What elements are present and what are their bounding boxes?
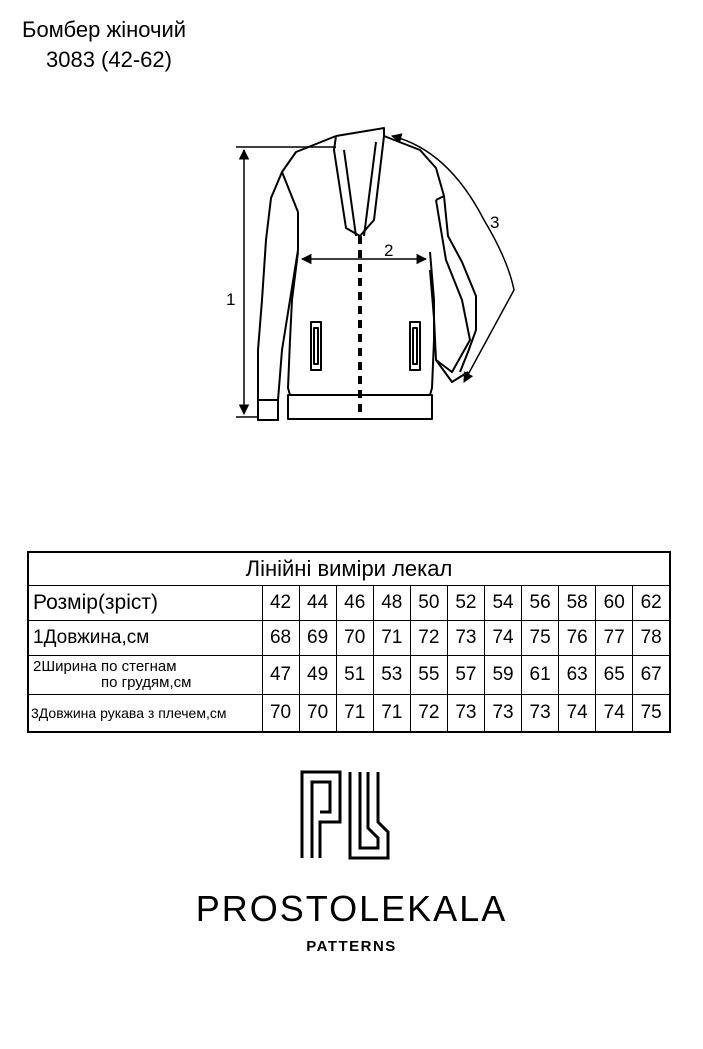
value-cell: 70	[299, 695, 336, 733]
brand-tagline: PATTERNS	[306, 938, 397, 955]
value-cell: 68	[262, 621, 299, 656]
size-cell: 62	[633, 586, 670, 621]
measure-label-3: 3	[490, 213, 500, 232]
row-label-width-line2: по грудям,см	[101, 674, 192, 691]
value-cell: 53	[373, 656, 410, 695]
size-cell: 56	[522, 586, 559, 621]
value-cell: 65	[596, 656, 633, 695]
value-cell: 70	[262, 695, 299, 733]
row-label-length: 1Довжина,см	[28, 621, 262, 656]
value-cell: 73	[484, 695, 521, 733]
value-cell: 49	[299, 656, 336, 695]
product-model: 3083 (42-62)	[46, 47, 172, 72]
measure-label-1: 1	[226, 290, 236, 309]
value-cell: 67	[633, 656, 670, 695]
value-cell: 47	[262, 656, 299, 695]
size-cell: 52	[447, 586, 484, 621]
value-cell: 63	[559, 656, 596, 695]
measurements-table	[27, 551, 671, 733]
table-row-width	[28, 656, 670, 695]
row-label-size: Розмір(зріст)	[28, 586, 262, 621]
row-label-sleeve: 3Довжина рукава з плечем,см	[28, 695, 262, 733]
size-cell: 50	[410, 586, 447, 621]
bomber-jacket-sketch	[0, 0, 703, 440]
row-label-width-line1: 2Ширина по стегнам	[33, 658, 177, 675]
size-cell: 48	[373, 586, 410, 621]
value-cell: 75	[633, 695, 670, 733]
value-cell: 57	[447, 656, 484, 695]
size-cell: 46	[336, 586, 373, 621]
value-cell: 75	[522, 621, 559, 656]
table-caption: Лінійні виміри лекал	[28, 552, 670, 586]
size-cell: 58	[559, 586, 596, 621]
value-cell: 72	[410, 621, 447, 656]
value-cell: 73	[447, 621, 484, 656]
value-cell: 69	[299, 621, 336, 656]
value-cell: 76	[559, 621, 596, 656]
product-title: Бомбер жіночий	[22, 17, 187, 42]
value-cell: 73	[522, 695, 559, 733]
value-cell: 71	[336, 695, 373, 733]
value-cell: 51	[336, 656, 373, 695]
size-cell: 54	[484, 586, 521, 621]
table-row-length	[28, 621, 670, 656]
value-cell: 71	[373, 621, 410, 656]
table-row-sizes	[28, 586, 670, 621]
value-cell: 72	[410, 695, 447, 733]
value-cell: 74	[559, 695, 596, 733]
value-cell: 77	[596, 621, 633, 656]
brand-name: PROSTOLEKALA	[195, 888, 508, 929]
value-cell: 74	[596, 695, 633, 733]
size-cell: 60	[596, 586, 633, 621]
size-cell: 42	[262, 586, 299, 621]
brand-logo-icon	[300, 770, 390, 862]
value-cell: 74	[484, 621, 521, 656]
value-cell: 61	[522, 656, 559, 695]
value-cell: 59	[484, 656, 521, 695]
value-cell: 73	[447, 695, 484, 733]
measure-label-2: 2	[384, 241, 394, 260]
value-cell: 78	[633, 621, 670, 656]
value-cell: 70	[336, 621, 373, 656]
size-cell: 44	[299, 586, 336, 621]
value-cell: 55	[410, 656, 447, 695]
table-row-sleeve	[28, 695, 670, 733]
value-cell: 71	[373, 695, 410, 733]
row-label-width	[28, 656, 262, 695]
